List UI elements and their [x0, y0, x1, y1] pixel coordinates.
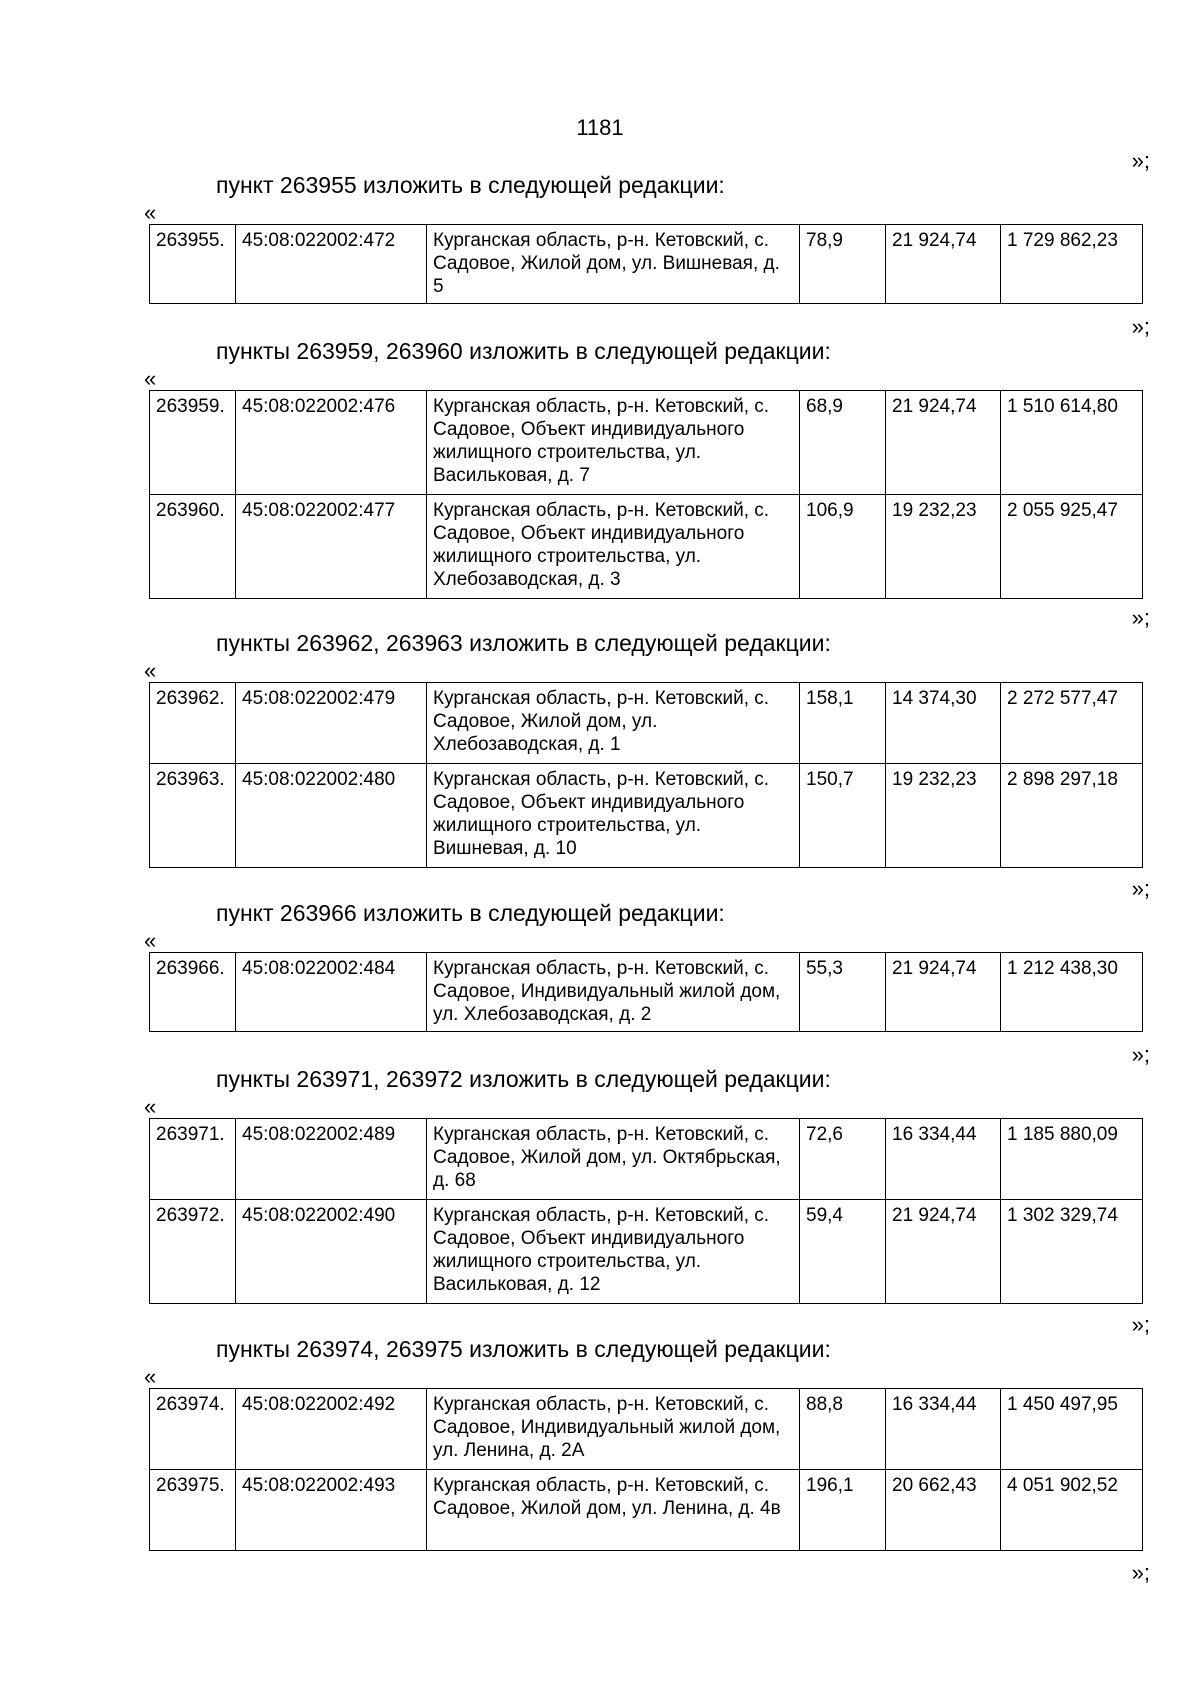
property-area: 158,1 — [800, 683, 886, 764]
opening-quote-mark: « — [144, 1094, 157, 1119]
property-table — [149, 682, 1143, 868]
property-table — [149, 952, 1143, 1032]
property-area: 55,3 — [800, 953, 886, 1032]
cadastral-number: 45:08:022002:484 — [236, 953, 427, 1032]
cadastral-value: 2 055 925,47 — [1001, 495, 1143, 599]
unit-rate: 19 232,23 — [886, 495, 1001, 599]
property-area: 72,6 — [800, 1119, 886, 1200]
cadastral-value: 1 212 438,30 — [1001, 953, 1143, 1032]
property-address: Курганская область, р-н. Кетовский, с. Садовое, Объект индивидуального жилищного строительства, ул. Вишневая, д. 10 — [427, 764, 800, 868]
cadastral-value: 4 051 902,52 — [1001, 1470, 1143, 1551]
closing-quote-mark: »; — [1131, 314, 1150, 339]
property-table — [149, 1388, 1143, 1551]
unit-rate: 20 662,43 — [886, 1470, 1001, 1551]
property-table — [149, 390, 1143, 599]
unit-rate: 21 924,74 — [886, 1200, 1001, 1304]
property-address: Курганская область, р-н. Кетовский, с. Садовое, Жилой дом, ул. Ленина, д. 4в — [427, 1470, 800, 1551]
property-address: Курганская область, р-н. Кетовский, с. Садовое, Жилой дом, ул. Октябрьская, д. 68 — [427, 1119, 800, 1200]
item-number: 263974. — [150, 1389, 236, 1470]
closing-quote-mark: »; — [1131, 1560, 1150, 1585]
section-heading: пункт 263966 изложить в следующей редакции: — [216, 900, 725, 926]
property-area: 78,9 — [800, 225, 886, 304]
unit-rate: 16 334,44 — [886, 1389, 1001, 1470]
closing-quote-mark: »; — [1131, 876, 1150, 901]
cadastral-value: 1 510 614,80 — [1001, 391, 1143, 495]
section-heading: пункты 263962, 263963 изложить в следующей редакции: — [216, 630, 831, 656]
property-area: 150,7 — [800, 764, 886, 868]
unit-rate: 21 924,74 — [886, 953, 1001, 1032]
property-area: 88,8 — [800, 1389, 886, 1470]
opening-quote-mark: « — [144, 658, 157, 683]
cadastral-value: 1 450 497,95 — [1001, 1389, 1143, 1470]
property-address: Курганская область, р-н. Кетовский, с. Садовое, Индивидуальный жилой дом, ул. Хлебозаводская, д. 2 — [427, 953, 800, 1032]
property-area: 59,4 — [800, 1200, 886, 1304]
cadastral-value: 2 272 577,47 — [1001, 683, 1143, 764]
table-row — [150, 495, 1143, 599]
table-row — [150, 683, 1143, 764]
unit-rate: 21 924,74 — [886, 391, 1001, 495]
closing-quote-mark: »; — [1131, 1312, 1150, 1337]
cadastral-number: 45:08:022002:476 — [236, 391, 427, 495]
cadastral-number: 45:08:022002:493 — [236, 1470, 427, 1551]
table-row — [150, 1119, 1143, 1200]
cadastral-number: 45:08:022002:490 — [236, 1200, 427, 1304]
property-address: Курганская область, р-н. Кетовский, с. Садовое, Объект индивидуального жилищного строительства, ул. Васильковая, д. 12 — [427, 1200, 800, 1304]
cadastral-value: 1 185 880,09 — [1001, 1119, 1143, 1200]
page-number: 1181 — [576, 115, 624, 140]
section-heading: пункты 263971, 263972 изложить в следующей редакции: — [216, 1066, 831, 1092]
closing-quote-mark: »; — [1131, 1042, 1150, 1067]
property-address: Курганская область, р-н. Кетовский, с. Садовое, Жилой дом, ул. Вишневая, д. 5 — [427, 225, 800, 304]
property-table — [149, 1118, 1143, 1304]
unit-rate: 19 232,23 — [886, 764, 1001, 868]
table-row — [150, 1200, 1143, 1304]
closing-quote-mark: »; — [1131, 148, 1150, 173]
item-number: 263959. — [150, 391, 236, 495]
cadastral-number: 45:08:022002:480 — [236, 764, 427, 868]
table-row — [150, 1389, 1143, 1470]
item-number: 263955. — [150, 225, 236, 304]
property-address: Курганская область, р-н. Кетовский, с. Садовое, Объект индивидуального жилищного строительства, ул. Хлебозаводская, д. 3 — [427, 495, 800, 599]
cadastral-number: 45:08:022002:492 — [236, 1389, 427, 1470]
cadastral-value: 1 729 862,23 — [1001, 225, 1143, 304]
table-row — [150, 391, 1143, 495]
section-heading: пункт 263955 изложить в следующей редакции: — [216, 172, 725, 198]
unit-rate: 21 924,74 — [886, 225, 1001, 304]
opening-quote-mark: « — [144, 1364, 157, 1389]
item-number: 263963. — [150, 764, 236, 868]
opening-quote-mark: « — [144, 366, 157, 391]
cadastral-number: 45:08:022002:489 — [236, 1119, 427, 1200]
cadastral-value: 1 302 329,74 — [1001, 1200, 1143, 1304]
cadastral-number: 45:08:022002:472 — [236, 225, 427, 304]
item-number: 263960. — [150, 495, 236, 599]
property-table — [149, 224, 1143, 304]
unit-rate: 16 334,44 — [886, 1119, 1001, 1200]
opening-quote-mark: « — [144, 928, 157, 953]
table-row — [150, 225, 1143, 304]
section-heading: пункты 263974, 263975 изложить в следующей редакции: — [216, 1336, 831, 1362]
section-heading: пункты 263959, 263960 изложить в следующей редакции: — [216, 338, 831, 364]
opening-quote-mark: « — [144, 200, 157, 225]
cadastral-value: 2 898 297,18 — [1001, 764, 1143, 868]
closing-quote-mark: »; — [1131, 605, 1150, 630]
property-address: Курганская область, р-н. Кетовский, с. Садовое, Жилой дом, ул. Хлебозаводская, д. 1 — [427, 683, 800, 764]
table-row — [150, 764, 1143, 868]
item-number: 263966. — [150, 953, 236, 1032]
item-number: 263971. — [150, 1119, 236, 1200]
property-area: 106,9 — [800, 495, 886, 599]
table-row — [150, 953, 1143, 1032]
item-number: 263962. — [150, 683, 236, 764]
property-address: Курганская область, р-н. Кетовский, с. Садовое, Индивидуальный жилой дом, ул. Ленина, д. 2А — [427, 1389, 800, 1470]
table-row — [150, 1470, 1143, 1551]
cadastral-number: 45:08:022002:479 — [236, 683, 427, 764]
property-address: Курганская область, р-н. Кетовский, с. Садовое, Объект индивидуального жилищного строительства, ул. Васильковая, д. 7 — [427, 391, 800, 495]
cadastral-number: 45:08:022002:477 — [236, 495, 427, 599]
property-area: 196,1 — [800, 1470, 886, 1551]
unit-rate: 14 374,30 — [886, 683, 1001, 764]
property-area: 68,9 — [800, 391, 886, 495]
item-number: 263972. — [150, 1200, 236, 1304]
item-number: 263975. — [150, 1470, 236, 1551]
